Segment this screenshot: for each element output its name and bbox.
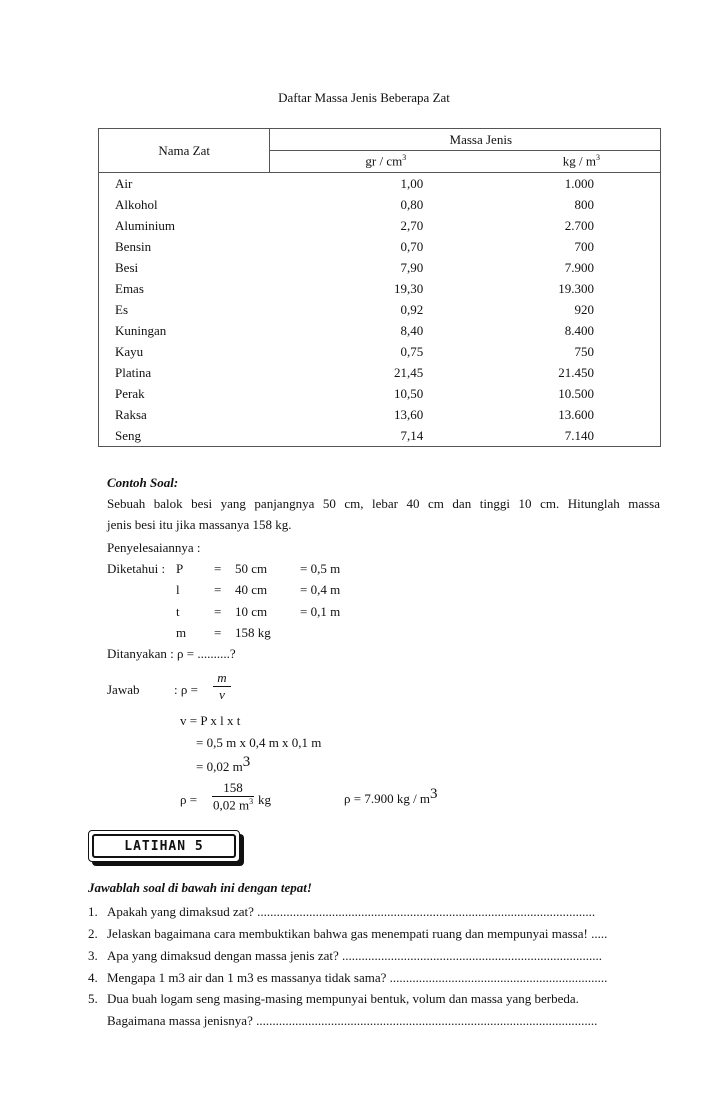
- row-density-gcm3: 13,60: [394, 406, 424, 422]
- known-value: 158 kg: [235, 625, 271, 640]
- table-row: [99, 425, 661, 447]
- table-row: [99, 257, 661, 278]
- volume-result: = 0,02 m3: [196, 754, 251, 774]
- answer-label: Jawab: [107, 682, 140, 697]
- row-substance-name: Seng: [99, 425, 270, 447]
- known-conversion: = 0,4 m: [300, 582, 341, 597]
- row-density-gcm3: 0,80: [400, 196, 424, 212]
- table-row: [99, 236, 661, 257]
- row-substance-name: Bensin: [99, 236, 270, 257]
- question-number: 4.: [88, 970, 98, 985]
- question-text: Dua buah logam seng masing-masing mempunyai bentuk, volum dan massa yang berbeda.: [107, 991, 579, 1006]
- question-item: [88, 970, 660, 986]
- row-substance-name: Emas: [99, 278, 270, 299]
- known-conversion: = 0,5 m: [300, 561, 341, 576]
- row-density-gcm3: 10,50: [394, 385, 424, 401]
- row-density-kgm3: 19.300: [558, 278, 660, 299]
- row-density-kgm3: 800: [558, 194, 660, 215]
- known-equals: =: [214, 561, 222, 576]
- question-text: Apa yang dimaksud dengan massa jenis zat? ................................................................................: [107, 948, 603, 963]
- row-density-kgm3: 920: [558, 299, 660, 320]
- volume-formula: v = P x l x t: [180, 713, 241, 728]
- problem-line-1: Sebuah balok besi yang panjangnya 50 cm, lebar 40 cm dan tinggi 10 cm. Hitunglah massa: [107, 496, 660, 511]
- exercise-instruction: Jawablah soal di bawah ini dengan tepat!: [88, 880, 312, 895]
- row-density-kgm3: 8.400: [558, 320, 660, 341]
- row-density-gcm3: 7,90: [400, 259, 424, 275]
- known-label: Diketahui :: [107, 561, 166, 576]
- header-unit-gcm3: gr / $cm^3$: [270, 151, 558, 173]
- row-density-kgm3: 13.600: [558, 404, 660, 425]
- row-substance-name: Es: [99, 299, 270, 320]
- row-density-gcm3: 0,70: [400, 238, 424, 254]
- table-row: [99, 320, 661, 341]
- table-row: [99, 383, 661, 404]
- fraction-m-over-v: $\frac{m}{v}$: [213, 670, 231, 703]
- table-row: [99, 215, 661, 236]
- known-value: 50 cm: [235, 561, 268, 576]
- rho-equals: : ρ =: [174, 682, 198, 697]
- table-row: [99, 362, 661, 383]
- row-substance-name: Aluminium: [99, 215, 270, 236]
- row-density-kgm3: 750: [558, 341, 660, 362]
- row-density-gcm3: 1,00: [400, 175, 424, 191]
- row-substance-name: Kayu: [99, 341, 270, 362]
- question-number: 1.: [88, 904, 98, 919]
- known-symbol: m: [176, 625, 187, 640]
- question-number: 5.: [88, 991, 98, 1006]
- row-density-kgm3: 21.450: [558, 362, 660, 383]
- table-row: [99, 173, 661, 195]
- known-equals: =: [214, 625, 222, 640]
- row-density-gcm3: 8,40: [400, 322, 424, 338]
- example-heading: Contoh Soal:: [107, 475, 179, 490]
- known-equals: =: [214, 582, 222, 597]
- row-density-gcm3: 21,45: [394, 364, 424, 380]
- question-item: [88, 926, 660, 942]
- row-substance-name: Kuningan: [99, 320, 270, 341]
- header-unit-kgm3: kg / $m^3$: [558, 151, 660, 173]
- final-result: ρ = 7.900 kg / m3: [344, 786, 438, 806]
- row-density-kgm3: 700: [558, 236, 660, 257]
- row-density-gcm3: 0,92: [400, 301, 424, 317]
- table-row: [99, 278, 661, 299]
- question-number: 2.: [88, 926, 98, 941]
- latihan-badge-label: LATIHAN 5: [92, 834, 236, 858]
- row-density-kgm3: 7.900: [558, 257, 660, 278]
- rho-equals-2: ρ =: [180, 792, 198, 807]
- density-table: [98, 128, 661, 447]
- question-5-continuation: Bagaimana massa jenisnya? .........................................................................................................: [107, 1013, 598, 1028]
- row-substance-name: Perak: [99, 383, 270, 404]
- table-row: [99, 404, 661, 425]
- row-density-gcm3: 7,14: [270, 425, 558, 447]
- row-substance-name: Air: [99, 173, 270, 195]
- question-number: 3.: [88, 948, 98, 963]
- row-density-kgm3: 2.700: [558, 215, 660, 236]
- known-symbol: t: [176, 604, 180, 619]
- known-symbol: P: [176, 561, 184, 576]
- row-substance-name: Alkohol: [99, 194, 270, 215]
- row-substance-name: Platina: [99, 362, 270, 383]
- known-symbol: l: [176, 582, 180, 597]
- known-conversion: = 0,1 m: [300, 604, 341, 619]
- header-massa-jenis: Massa Jenis: [270, 129, 661, 151]
- row-substance-name: Besi: [99, 257, 270, 278]
- question-text: Jelaskan bagaimana cara membuktikan bahwa gas menempati ruang dan mempunyai massa! .....: [107, 926, 608, 941]
- solution-label: Penyelesaiannya :: [107, 540, 201, 555]
- question-item: [88, 991, 660, 1007]
- table-row: [99, 341, 661, 362]
- fraction-158-over-volume: $\frac{158}{0,02 m^3}$: [212, 780, 254, 813]
- row-density-gcm3: 0,75: [400, 343, 424, 359]
- asked-line: Ditanyakan : ρ = ..........?: [107, 646, 236, 661]
- header-nama-zat: Nama Zat: [99, 129, 270, 173]
- table-row: [99, 194, 661, 215]
- known-value: 10 cm: [235, 604, 268, 619]
- question-text: Apakah yang dimaksud zat? ........................................................................................................: [107, 904, 596, 919]
- table-row: [99, 299, 661, 320]
- row-density-gcm3: 19,30: [394, 280, 424, 296]
- question-item: [88, 948, 660, 964]
- row-density-kgm3: 7.140: [558, 425, 660, 447]
- row-density-kgm3: 10.500: [558, 383, 660, 404]
- question-item: [88, 904, 660, 920]
- volume-substitution: = 0,5 m x 0,4 m x 0,1 m: [196, 735, 322, 750]
- row-density-kgm3: 1.000: [558, 173, 660, 195]
- fraction-unit-kg: kg: [258, 792, 271, 807]
- row-substance-name: Raksa: [99, 404, 270, 425]
- latihan-badge: [88, 830, 240, 862]
- row-density-gcm3: 2,70: [400, 217, 424, 233]
- known-value: 40 cm: [235, 582, 268, 597]
- question-text: Mengapa 1 m3 air dan 1 m3 es massanya tidak sama? ...................................................................: [107, 970, 608, 985]
- known-equals: =: [214, 604, 222, 619]
- problem-line-2: jenis besi itu jika massanya 158 kg.: [107, 517, 292, 532]
- table-title: Daftar Massa Jenis Beberapa Zat: [278, 90, 450, 105]
